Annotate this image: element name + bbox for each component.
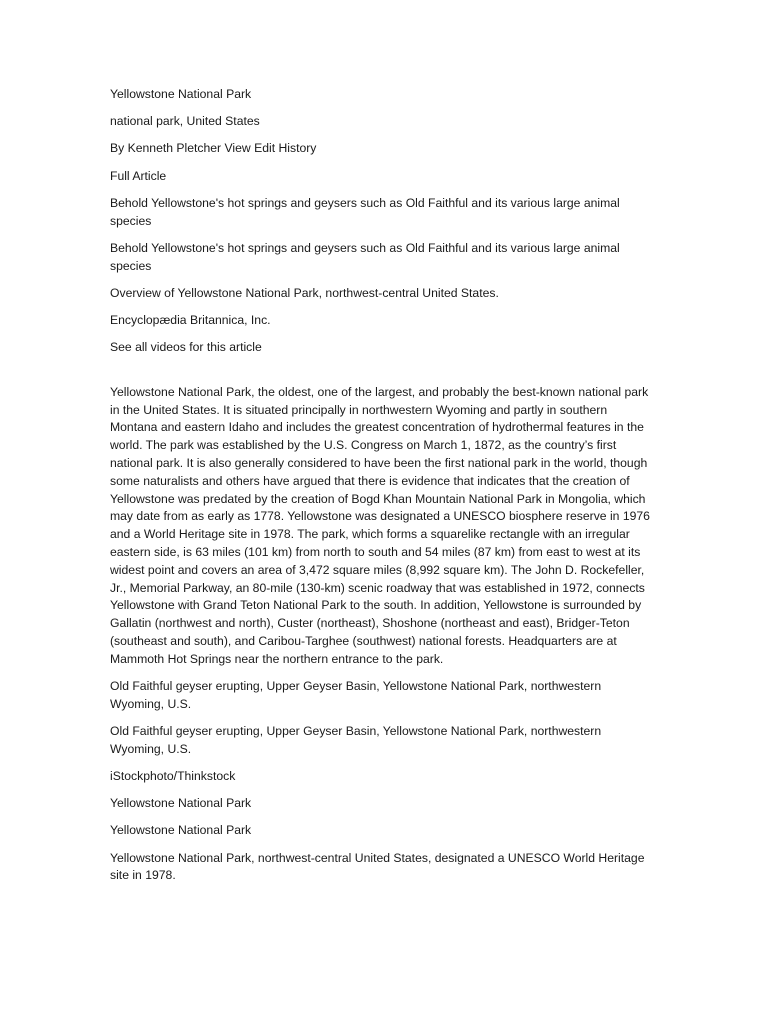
video-caption: Behold Yellowstone's hot springs and geysers such as Old Faithful and its various large animal species	[110, 195, 620, 228]
map-caption: Yellowstone National Park, northwest-central United States, designated a UNESCO World Heritage site in 1978.	[110, 850, 645, 883]
map-label: Yellowstone National Park	[110, 796, 252, 811]
map-label-repeat: Yellowstone National Park	[110, 823, 252, 838]
full-article-label: Full Article	[110, 168, 167, 183]
article-body: Yellowstone National Park, the oldest, one of the largest, and probably the best-known national park in the United States. It is situated principally in northwestern Wyoming and partly in southern Montana and eastern Idaho and includes the greatest concentration of hydrothermal features in the world. The park was established by the U.S. Congress on March 1, 1872, as the country’s first national park. It is also generally considered to have been the first national park in the world, though some naturalists and others have argued that there is evidence that indicates that the creation of Yellowstone was predated by the creation of Bogd Khan Mountain National Park in Mongolia, which may date from as early as 1778. Yellowstone was designated a UNESCO biosphere reserve in 1976 and a World Heritage site in 1978. The park, which forms a squarelike rectangle with an irregular eastern side, is 63 miles (101 km) from north to south and 54 miles (87 km) from east to west at its widest point and covers an area of 3,472 square miles (8,992 square km). The John D. Rockefeller, Jr., Memorial Parkway, an 80-mile (130-km) scenic roadway that was established in 1972, connects Yellowstone with Grand Teton National Park to the south. In addition, Yellowstone is surrounded by Gallatin (northwest and north), Custer (northeast), Shoshone (northeast and east), Bridger-Teton (southeast and south), and Caribou-Targhee (southwest) national forests. Headquarters are at Mammoth Hot Springs near the northern entrance to the park.	[110, 384, 650, 666]
document-page	[110, 86, 655, 895]
overview-caption: Overview of Yellowstone National Park, northwest-central United States.	[110, 285, 499, 300]
see-all-videos-text: See all videos for this article	[110, 340, 262, 355]
byline: By Kenneth Pletcher View Edit History	[110, 141, 317, 156]
page-title: Yellowstone National Park	[110, 87, 252, 101]
image-caption-repeat: Old Faithful geyser erupting, Upper Geyser Basin, Yellowstone National Park, northwestern Wyoming, U.S.	[110, 724, 602, 756]
page-subtitle: national park, United States	[110, 114, 260, 129]
image-caption: Old Faithful geyser erupting, Upper Geyser Basin, Yellowstone National Park, northwestern Wyoming, U.S.	[110, 679, 602, 711]
video-caption-repeat: Behold Yellowstone's hot springs and geysers such as Old Faithful and its various large animal species	[110, 240, 620, 273]
video-credit: Encyclopædia Britannica, Inc.	[110, 312, 271, 327]
image-credit: iStockphoto/Thinkstock	[110, 769, 236, 783]
